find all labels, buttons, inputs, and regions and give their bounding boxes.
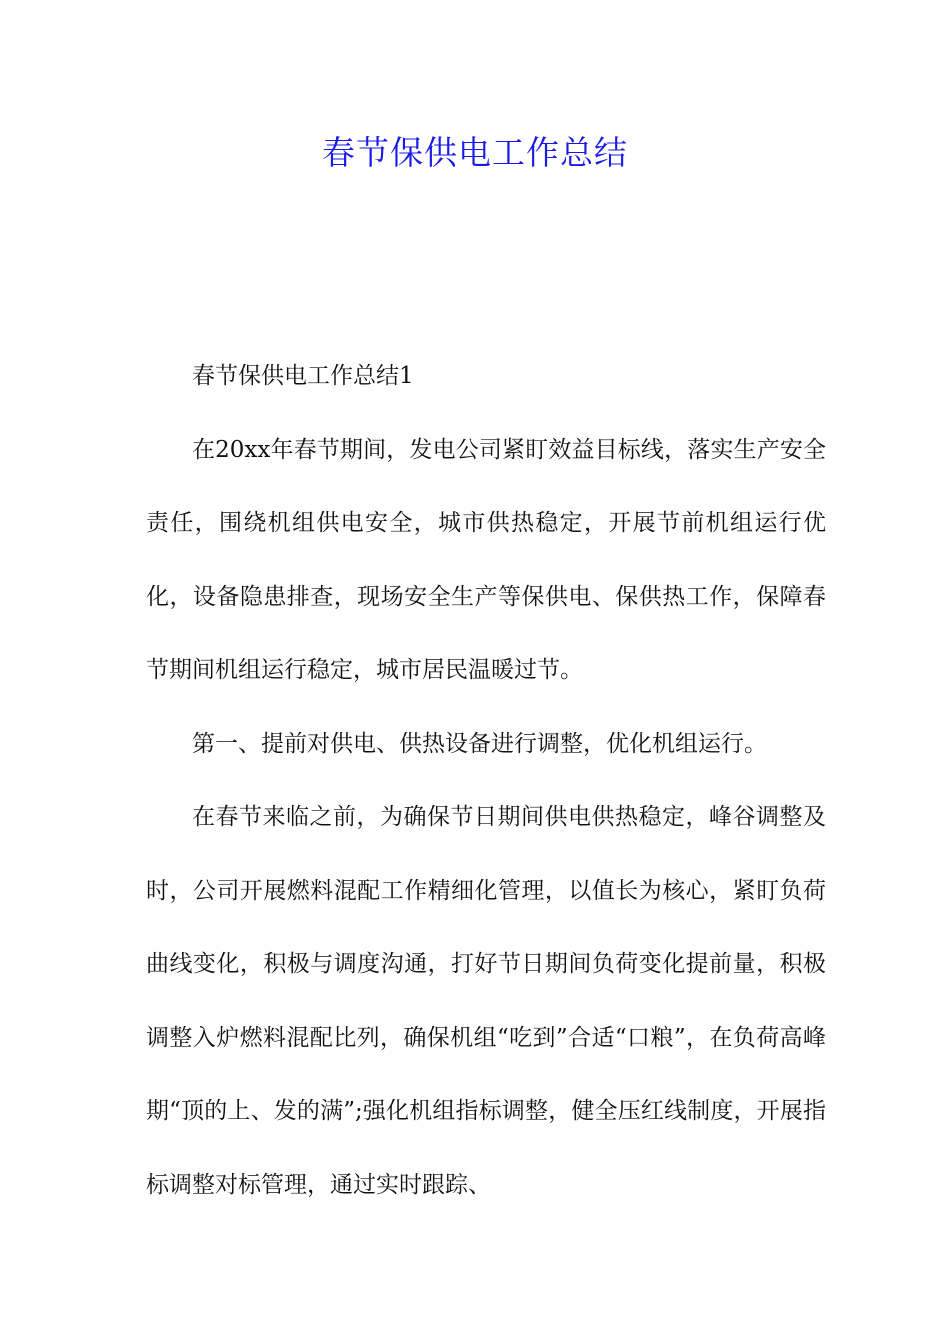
document-title: 春节保供电工作总结 <box>322 133 628 172</box>
paragraph-section-one-body: 在春节来临之前，为确保节日期间供电供热稳定，峰谷调整及时，公司开展燃料混配工作精细化管理，以值长为核心，紧盯负荷曲线变化，积极与调度沟通，打好节日期间负荷变化提前量，积极调整入炉燃料混配比列，确保机组“吃到”合适“口粮”，在负荷高峰期“顶的上、发的满”;强化机组指标调整，健全压红线制度，开展指标调整对标管理，通过实时跟踪、 <box>146 804 826 1198</box>
paragraph-subtitle: 春节保供电工作总结1 <box>192 363 414 389</box>
paragraph-section-one-heading: 第一、提前对供电、供热设备进行调整，优化机组运行。 <box>192 730 767 757</box>
paragraph-intro: 在20xx年春节期间，发电公司紧盯效益目标线，落实生产安全责任，围绕机组供电安全，城市供热稳定，开展节前机组运行优化，设备隐患排查，现场安全生产等保供电、保供热工作，保障春节期间机组运行稳定，城市居民温暖过节。 <box>146 436 826 683</box>
document-body <box>146 340 826 1222</box>
